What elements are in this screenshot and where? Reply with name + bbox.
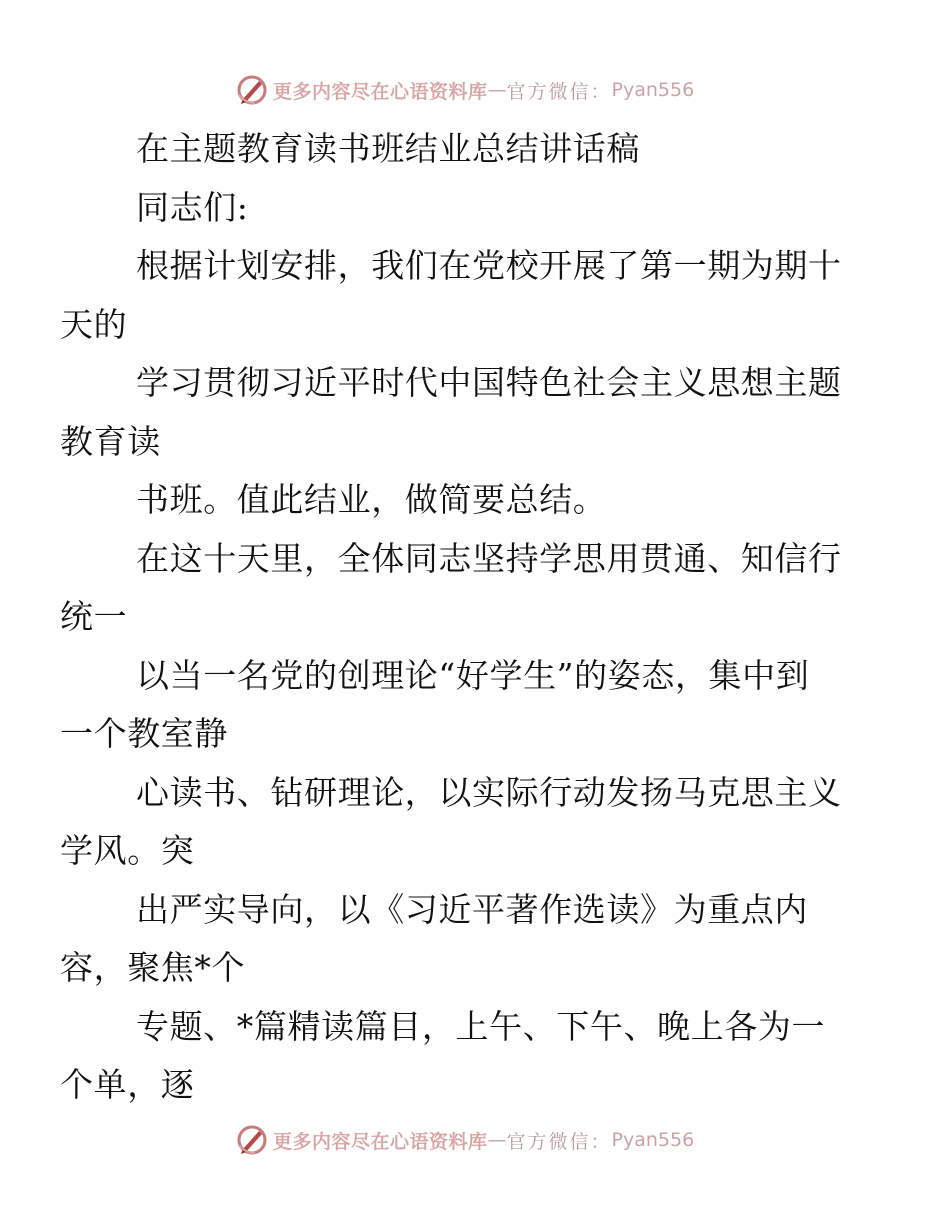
watermark-text: 更多内容尽在心语资料库 [273,1130,488,1153]
line-wrap-text: 一个教室静 [60,714,228,753]
line-text: 出严实导向，以《习近平著作选读》为重点内 [136,889,808,929]
paragraph-line [98,471,858,530]
paragraph-line [60,237,858,354]
paragraph-line [60,354,858,471]
watermark-separator: — [487,1129,507,1151]
line-text: 根据计划安排，我们在党校开展了第一期为期十 [136,246,842,285]
line-text: 专题、*篇精读篇目，上午、下午、晚上各为一 [136,1006,826,1046]
line-wrap-text: 统一 [60,597,128,636]
header-watermark [235,72,694,108]
line-wrap-text: 天的 [60,304,128,344]
line-wrap-text: 容，聚焦*个 [60,948,246,987]
line-text: 以当一名党的创理论“好学生”的姿态，集中到 [136,655,810,695]
line-text: 在这十天里，全体同志坚持学思用贯通、知信行 [136,538,842,578]
document-body [60,120,858,1115]
document-title: 在主题教育读书班结业总结讲话稿 [136,129,640,168]
paragraph-line [60,647,858,764]
paragraph-line [60,764,858,881]
watermark-official-label: 官方微信： [506,80,612,103]
salutation: 同志们: [136,187,249,227]
watermark-text: 更多内容尽在心语资料库 [273,80,488,103]
paragraph-line [60,881,858,998]
watermark-account: Pyan556 [611,79,695,101]
line-text: 学习贯彻习近平时代中国特色社会主义思想主题 [136,363,842,402]
line-wrap-text: 教育读 [60,421,161,461]
pen-logo-icon [235,1123,269,1157]
watermark-separator: — [487,79,507,101]
watermark-account: Pyan556 [611,1129,695,1151]
paragraph-line [60,998,858,1115]
watermark-official-label: 官方微信： [506,1130,612,1153]
line-wrap-text: 个单，逐 [60,1065,195,1104]
line-text: 书班。值此结业，做简要总结。 [136,480,607,519]
footer-watermark [235,1122,694,1158]
pen-logo-icon [235,73,269,107]
paragraph-line [60,530,858,647]
line-text: 心读书、钻研理论，以实际行动发扬马克思主义 [136,772,842,812]
line-wrap-text: 学风。突 [60,831,195,870]
